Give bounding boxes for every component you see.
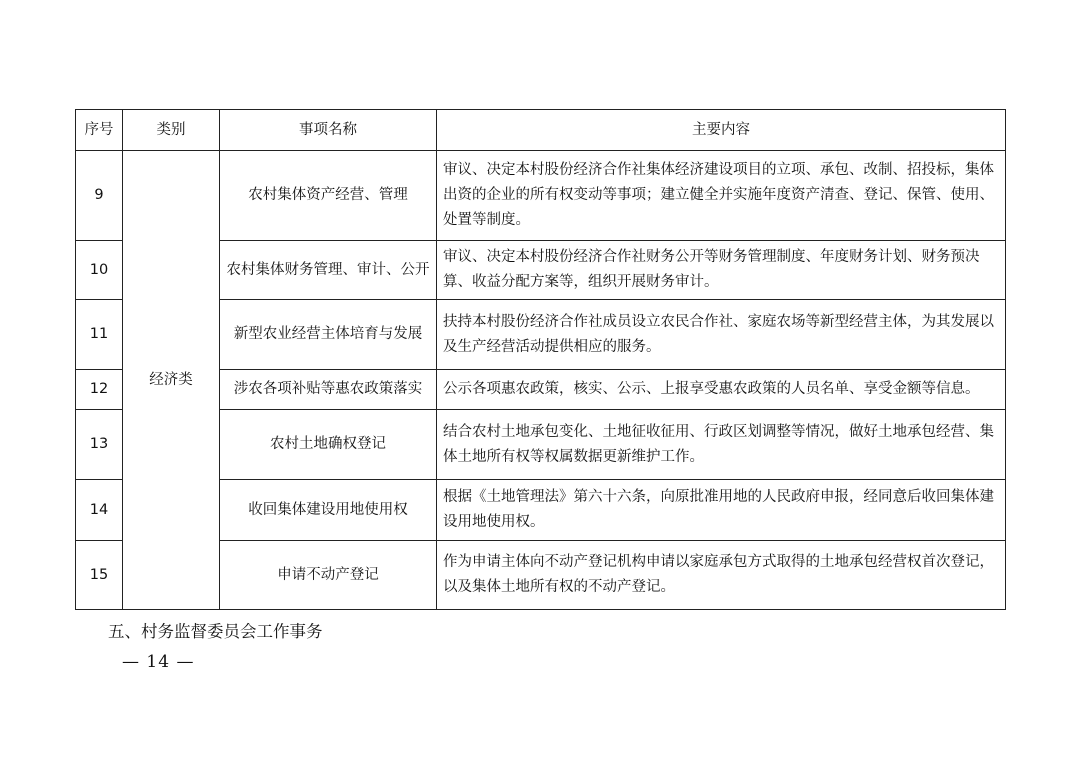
category-cell: 经济类: [123, 151, 220, 610]
item-content: 扶持本村股份经济合作社成员设立农民合作社、家庭农场等新型经营主体，为其发展以及生产经营活动提供相应的服务。: [437, 300, 1006, 370]
item-name: 农村集体资产经营、管理: [220, 151, 437, 241]
row-number: 15: [76, 541, 123, 610]
item-content: 审议、决定本村股份经济合作社集体经济建设项目的立项、承包、改制、招投标，集体出资的企业的所有权变动等事项；建立健全并实施年度资产清查、登记、保管、使用、处置等制度。: [437, 151, 1006, 241]
table-row: [76, 151, 1006, 241]
header-content: 主要内容: [437, 110, 1006, 151]
row-number: 11: [76, 300, 123, 370]
row-number: 12: [76, 370, 123, 410]
header-category: 类别: [123, 110, 220, 151]
item-name: 新型农业经营主体培育与发展: [220, 300, 437, 370]
row-number: 13: [76, 410, 123, 480]
items-table: [75, 109, 1006, 610]
item-name: 农村土地确权登记: [220, 410, 437, 480]
item-name: 涉农各项补贴等惠农政策落实: [220, 370, 437, 410]
item-content: 根据《土地管理法》第六十六条，向原批准用地的人民政府申报，经同意后收回集体建设用地使用权。: [437, 480, 1006, 541]
page-number: — 14 —: [122, 652, 195, 672]
section-heading: 五、村务监督委员会工作事务: [108, 622, 323, 641]
item-name: 农村集体财务管理、审计、公开: [220, 241, 437, 300]
row-number: 9: [76, 151, 123, 241]
row-number: 10: [76, 241, 123, 300]
item-name: 收回集体建设用地使用权: [220, 480, 437, 541]
item-content: 审议、决定本村股份经济合作社财务公开等财务管理制度、年度财务计划、财务预决算、收益分配方案等，组织开展财务审计。: [437, 241, 1006, 300]
item-content: 结合农村土地承包变化、土地征收征用、行政区划调整等情况，做好土地承包经营、集体土地所有权等权属数据更新维护工作。: [437, 410, 1006, 480]
item-name: 申请不动产登记: [220, 541, 437, 610]
table-header-row: [76, 110, 1006, 151]
item-content: 公示各项惠农政策，核实、公示、上报享受惠农政策的人员名单、享受金额等信息。: [437, 370, 1006, 410]
item-content: 作为申请主体向不动产登记机构申请以家庭承包方式取得的土地承包经营权首次登记，以及集体土地所有权的不动产登记。: [437, 541, 1006, 610]
header-name: 事项名称: [220, 110, 437, 151]
row-number: 14: [76, 480, 123, 541]
header-no: 序号: [76, 110, 123, 151]
